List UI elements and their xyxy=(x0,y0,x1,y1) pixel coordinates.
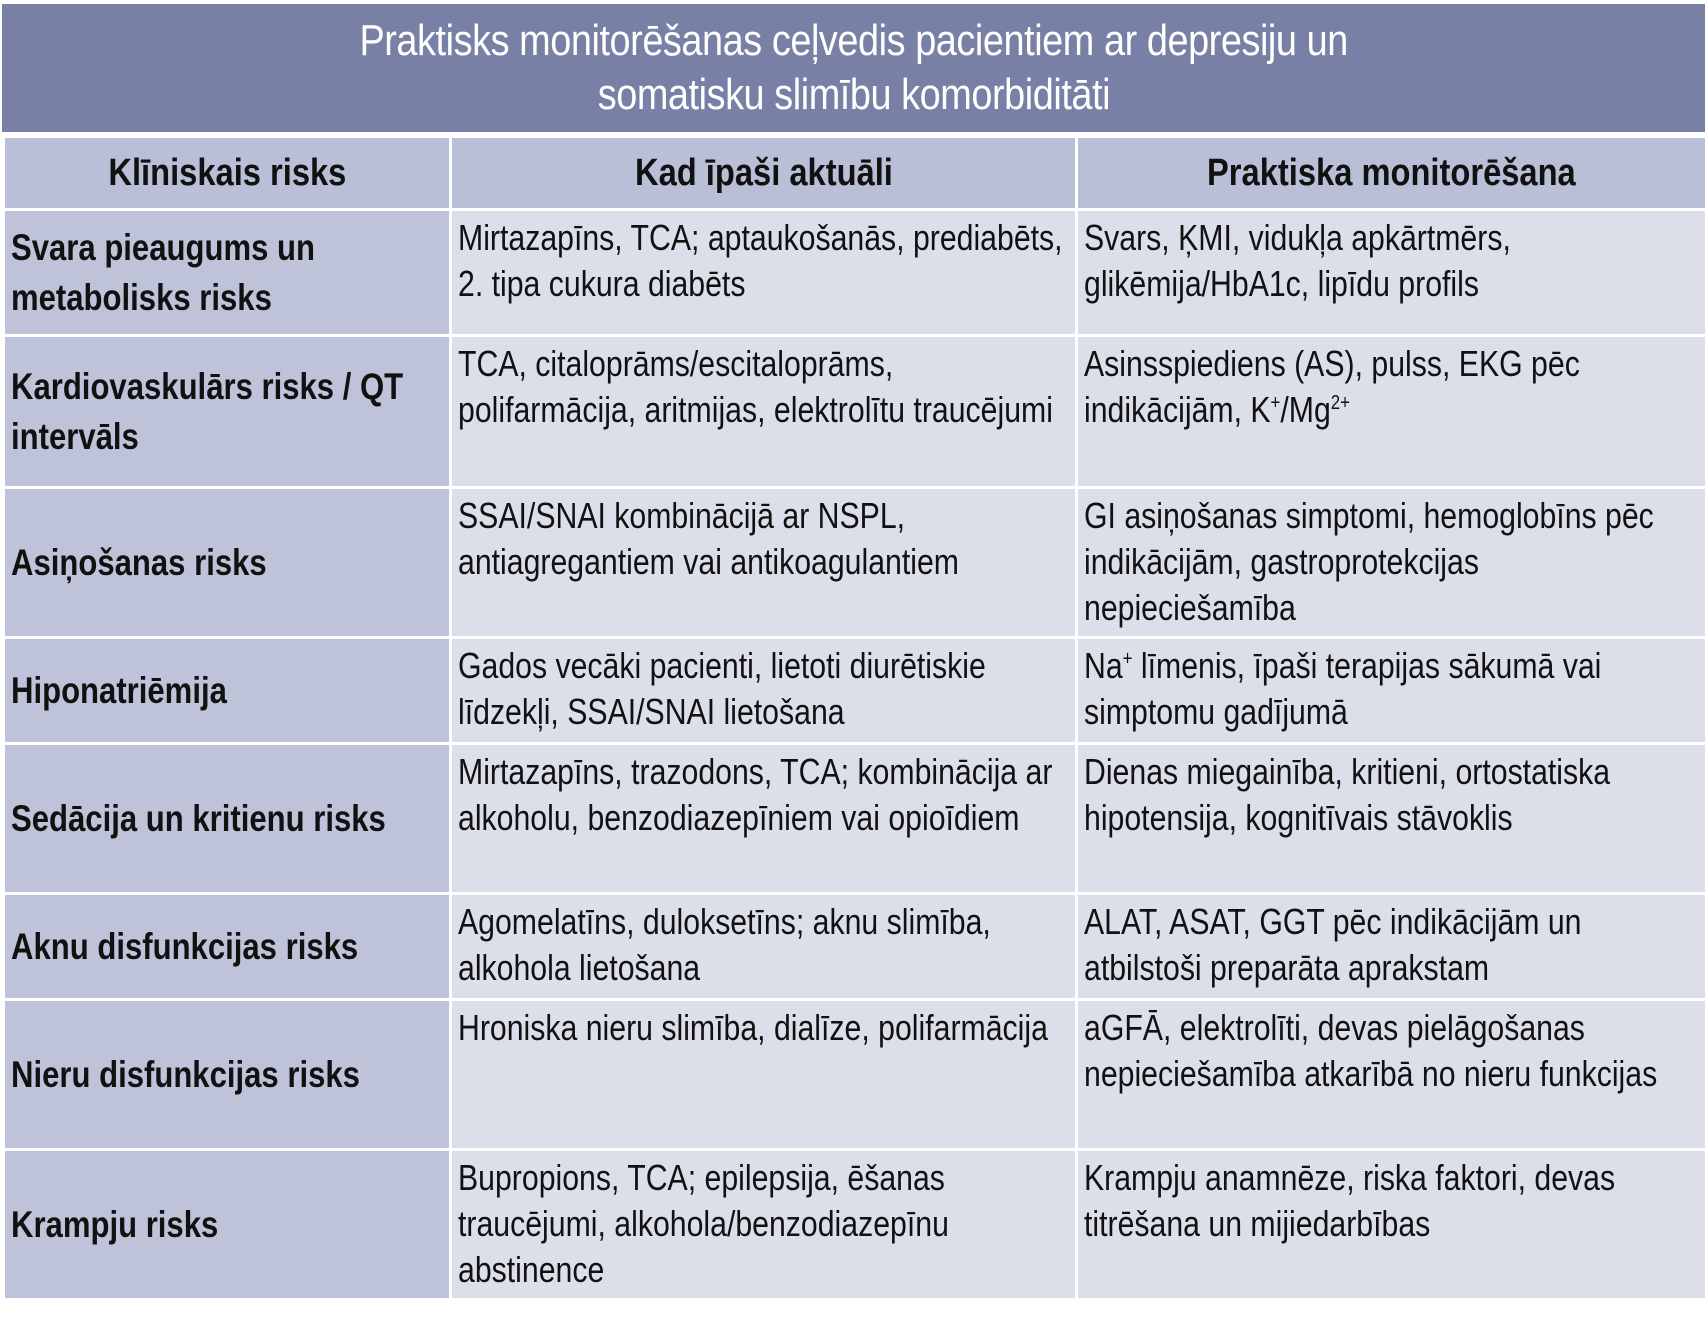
when-cell: Bupropions, TCA; epilepsija, ēšanas traucējumi, alkohola/benzodiazepīnu abstinence xyxy=(451,1150,1077,1300)
table-row xyxy=(4,1000,1707,1150)
when-cell: SSAI/SNAI kombinācijā ar NSPL, antiagregantiem vai antikoagulantiem xyxy=(451,488,1077,638)
title-line-1: Praktisks monitorēšanas ceļvedis pacientiem ar depresiju un xyxy=(359,16,1348,65)
risk-cell: Hiponatriēmija xyxy=(4,638,451,744)
when-cell: Gados vecāki pacienti, lietoti diurētiskie līdzekļi, SSAI/SNAI lietošana xyxy=(451,638,1077,744)
table-row xyxy=(4,336,1707,488)
header-when-relevant: Kad īpaši aktuāli xyxy=(451,137,1077,210)
risk-cell: Krampju risks xyxy=(4,1150,451,1300)
risk-cell: Asiņošanas risks xyxy=(4,488,451,638)
risk-cell: Svara pieaugums un metabolisks risks xyxy=(4,210,451,336)
header-row xyxy=(4,137,1707,210)
monitoring-table xyxy=(2,135,1707,1301)
monitor-cell: ALAT, ASAT, GGT pēc indikācijām un atbilstoši preparāta aprakstam xyxy=(1077,894,1707,1000)
monitor-cell: aGFĀ, elektrolīti, devas pielāgošanas nepieciešamība atkarībā no nieru funkcijas xyxy=(1077,1000,1707,1150)
risk-cell: Kardiovaskulārs risks / QT intervāls xyxy=(4,336,451,488)
table-title xyxy=(2,4,1705,132)
when-cell: Mirtazapīns, TCA; aptaukošanās, prediabēts, 2. tipa cukura diabēts xyxy=(451,210,1077,336)
table-row xyxy=(4,638,1707,744)
monitor-cell: Dienas miegainība, kritieni, ortostatiska hipotensija, kognitīvais stāvoklis xyxy=(1077,744,1707,894)
table-row xyxy=(4,894,1707,1000)
header-clinical-risk: Klīniskais risks xyxy=(4,137,451,210)
risk-cell: Nieru disfunkcijas risks xyxy=(4,1000,451,1150)
monitor-cell: Asinsspiediens (AS), pulss, EKG pēc indikācijām, $K^+/Mg^{2+}$ xyxy=(1077,336,1707,488)
risk-cell: Sedācija un kritienu risks xyxy=(4,744,451,894)
monitor-cell: Krampju anamnēze, riska faktori, devas titrēšana un mijiedarbības xyxy=(1077,1150,1707,1300)
risk-cell: Aknu disfunkcijas risks xyxy=(4,894,451,1000)
table-row xyxy=(4,1150,1707,1300)
monitor-cell: Svars, ĶMI, vidukļa apkārtmērs, glikēmija/HbA1c, lipīdu profils xyxy=(1077,210,1707,336)
monitor-cell: GI asiņošanas simptomi, hemoglobīns pēc indikācijām, gastroprotekcijas nepieciešamība xyxy=(1077,488,1707,638)
table-row xyxy=(4,744,1707,894)
monitor-cell: Na+ līmenis, īpaši terapijas sākumā vai simptomu gadījumā xyxy=(1077,638,1707,744)
table-row xyxy=(4,488,1707,638)
when-cell: Hroniska nieru slimība, dialīze, polifarmācija xyxy=(451,1000,1077,1150)
monitoring-table-figure xyxy=(2,4,1705,1301)
title-line-2: somatisku slimību komorbiditāti xyxy=(597,70,1110,119)
when-cell: Agomelatīns, duloksetīns; aknu slimība, alkohola lietošana xyxy=(451,894,1077,1000)
header-monitoring: Praktiska monitorēšana xyxy=(1077,137,1707,210)
when-cell: TCA, citaloprāms/escitaloprāms, polifarmācija, aritmijas, elektrolītu traucējumi xyxy=(451,336,1077,488)
when-cell: Mirtazapīns, trazodons, TCA; kombinācija ar alkoholu, benzodiazepīniem vai opioīdiem xyxy=(451,744,1077,894)
table-row xyxy=(4,210,1707,336)
